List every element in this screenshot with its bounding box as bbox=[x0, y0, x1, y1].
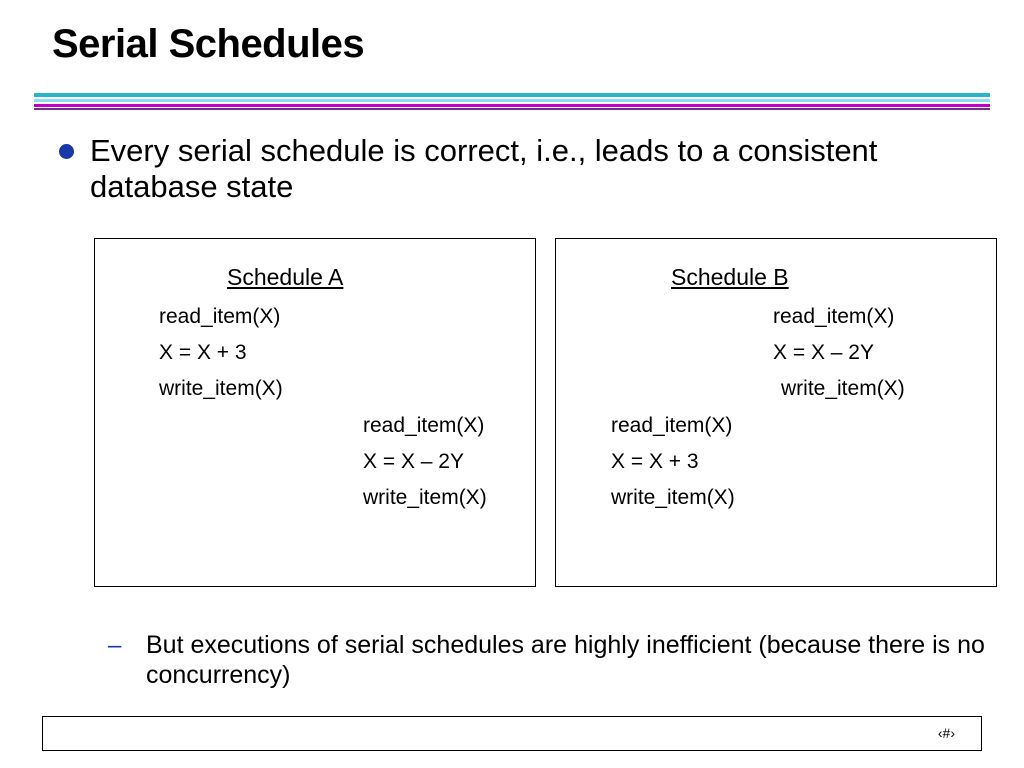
sub-bullet-dash: – bbox=[108, 632, 122, 659]
schedule-a-box bbox=[94, 238, 536, 587]
schedule-b-t1-op: X = X + 3 bbox=[611, 450, 699, 473]
schedule-b-t2-op: read_item(X) bbox=[773, 305, 895, 328]
bullet-dot-icon bbox=[59, 144, 74, 159]
schedule-b-t1-op: write_item(X) bbox=[611, 486, 735, 509]
schedule-b-t2-op: write_item(X) bbox=[781, 377, 905, 400]
footer-bar bbox=[42, 716, 982, 751]
title-divider-light-blue bbox=[34, 99, 990, 102]
sub-bullet-text: But executions of serial schedules are highly inefficient (because there is no concurrency) bbox=[146, 631, 985, 689]
schedule-a-heading: Schedule A bbox=[227, 264, 344, 290]
page-number: ‹#› bbox=[937, 725, 955, 741]
schedule-a-t2-op: X = X – 2Y bbox=[363, 450, 464, 473]
main-bullet-text: Every serial schedule is correct, i.e., leads to a consistent database state bbox=[90, 133, 878, 204]
schedule-a-t2-op: write_item(X) bbox=[363, 486, 487, 509]
schedule-a-t1-op: X = X + 3 bbox=[159, 341, 247, 364]
slide-title: Serial Schedules bbox=[52, 22, 365, 66]
schedule-b-t1-op: read_item(X) bbox=[611, 414, 733, 437]
schedule-b-t2-op: X = X – 2Y bbox=[773, 341, 874, 364]
schedule-a-t2-op: read_item(X) bbox=[363, 414, 485, 437]
title-divider-magenta bbox=[34, 104, 990, 107]
title-divider-teal bbox=[34, 93, 990, 97]
schedule-a-t1-op: write_item(X) bbox=[159, 377, 283, 400]
schedule-a-t1-op: read_item(X) bbox=[159, 305, 281, 328]
schedule-b-heading: Schedule B bbox=[671, 264, 789, 290]
schedule-b-box bbox=[555, 238, 997, 587]
title-divider-purple bbox=[34, 108, 990, 110]
